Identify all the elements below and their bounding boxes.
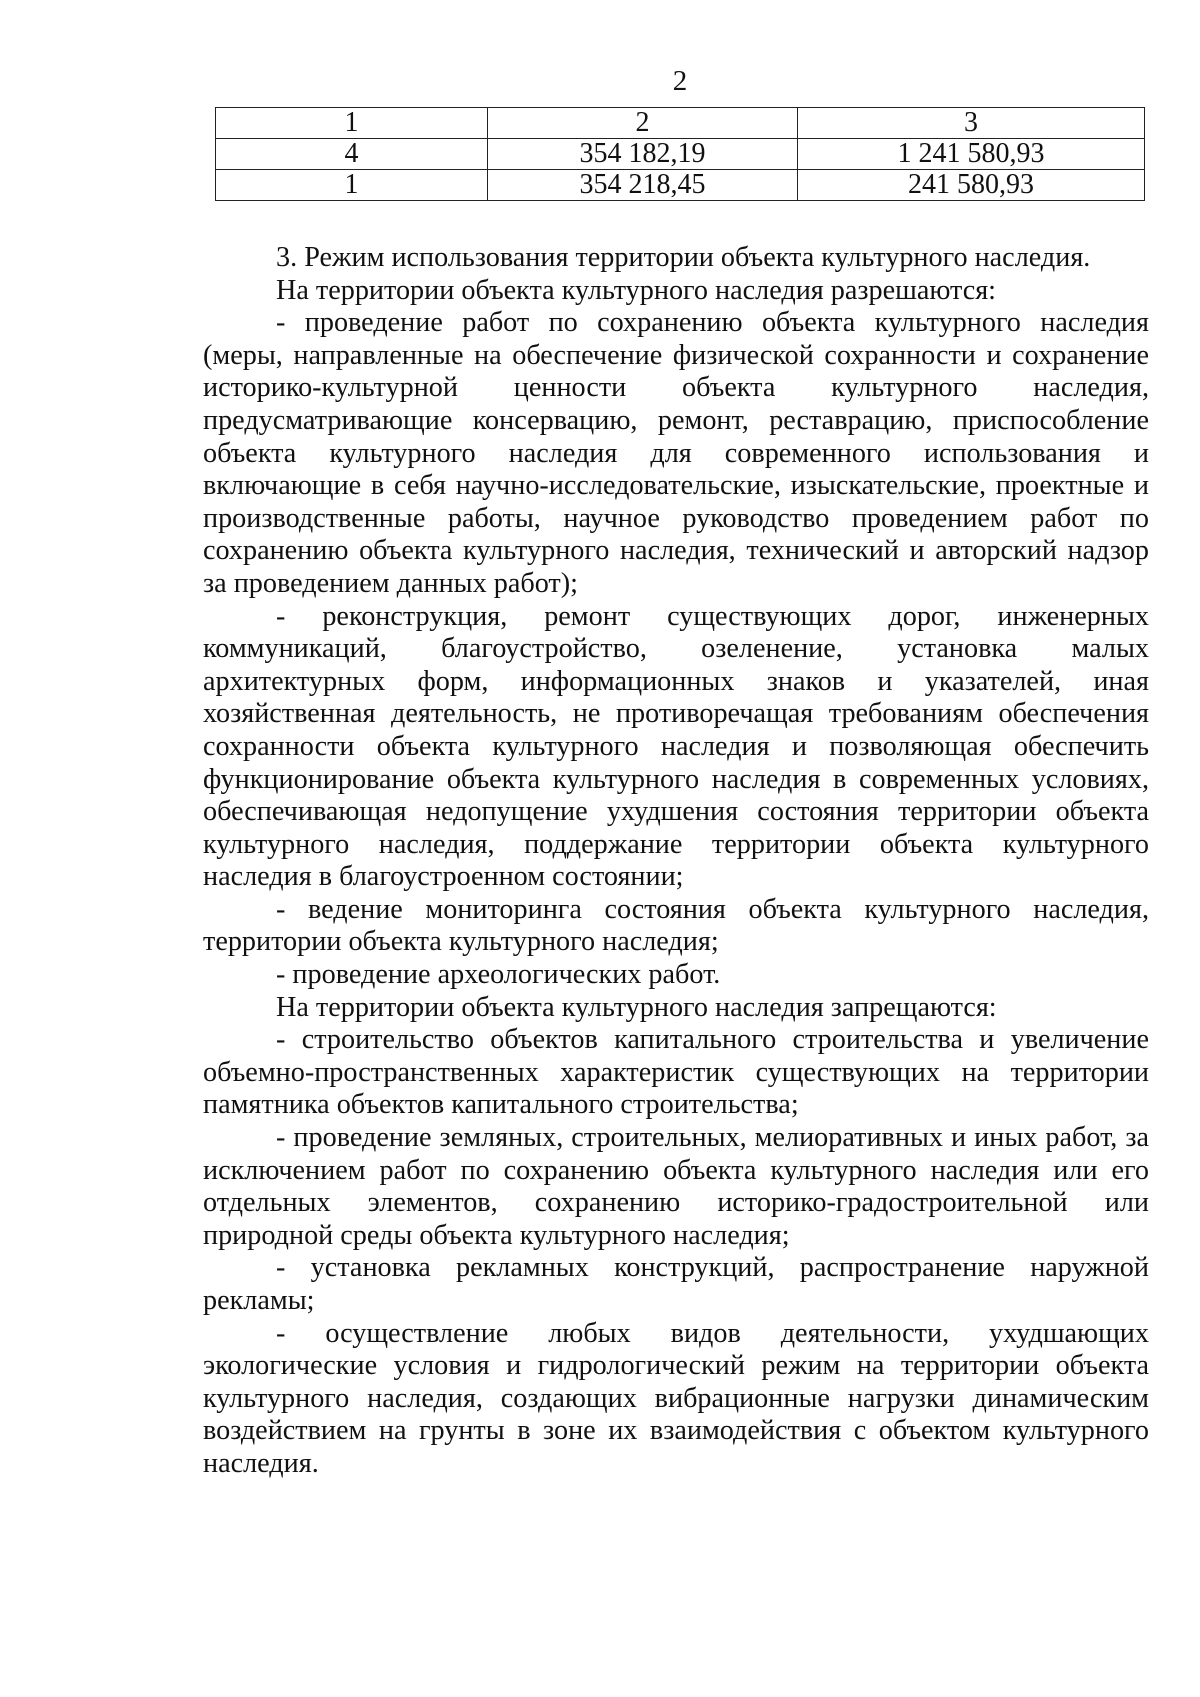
page-number: 2 bbox=[672, 65, 688, 97]
list-item: - проведение археологических работ. bbox=[276, 959, 721, 991]
list-item: - проведение земляных, строительных, мелиоративных и иных работ, за исключением работ по сохранению объекта культурного наследия или его отдельных элементов, сохранению историко-градостроительной или природной среды объекта культурного наследия; bbox=[203, 1122, 1149, 1251]
list-item: - строительство объектов капитального строительства и увеличение объемно-пространственных характеристик существующих на территории памятника объектов капитального строительства; bbox=[203, 1024, 1149, 1121]
allowed-intro: На территории объекта культурного наследия разрешаются: bbox=[276, 274, 997, 306]
table-cell: 4 bbox=[216, 139, 488, 170]
list-item: - проведение работ по сохранению объекта культурного наследия (меры, направленные на обеспечение физической сохранности и сохранение историко-культурной ценности объекта культурного наследия, предусматривающие консервацию, ремонт, реставрацию, приспособление объекта культурного наследия для современного использования и включающие в себя научно-исследовательские, изыскательские, проектные и производственные работы, научное руководство проведением работ по сохранению объекта культурного наследия, технический и авторский надзор за проведением данных работ); bbox=[203, 307, 1149, 599]
coordinates-table bbox=[215, 107, 1145, 201]
table-cell: 1 bbox=[216, 108, 488, 139]
table-header-row bbox=[216, 108, 1145, 139]
table-cell: 241 580,93 bbox=[798, 170, 1145, 201]
prohibited-intro: На территории объекта культурного наследия запрещаются: bbox=[276, 991, 997, 1023]
table-row bbox=[216, 139, 1145, 170]
document-body bbox=[203, 242, 1149, 1481]
section-heading: 3. Режим использования территории объекта культурного наследия. bbox=[276, 242, 1091, 273]
table-cell: 354 182,19 bbox=[488, 139, 798, 170]
list-item: - осуществление любых видов деятельности, ухудшающих экологические условия и гидрологический режим на территории объекта культурного наследия, создающих вибрационные нагрузки динамическим воздействием на грунты в зоне их взаимодействия с объектом культурного наследия. bbox=[203, 1317, 1149, 1479]
table-cell: 1 241 580,93 bbox=[798, 139, 1145, 170]
table-cell: 1 bbox=[216, 170, 488, 201]
table-row bbox=[216, 170, 1145, 201]
table-cell: 3 bbox=[798, 108, 1145, 139]
table-cell: 354 218,45 bbox=[488, 170, 798, 201]
list-item: - реконструкция, ремонт существующих дорог, инженерных коммуникаций, благоустройство, озеленение, установка малых архитектурных форм, информационных знаков и указателей, иная хозяйственная деятельность, не противоречащая требованиям обеспечения сохранности объекта культурного наследия и позволяющая обеспечить функционирование объекта культурного наследия в современных условиях, обеспечивающая недопущение ухудшения состояния территории объекта культурного наследия, поддержание территории объекта культурного наследия в благоустроенном состоянии; bbox=[203, 600, 1149, 893]
list-item: - ведение мониторинга состояния объекта культурного наследия, территории объекта культурного наследия; bbox=[203, 893, 1149, 958]
table-cell: 2 bbox=[488, 108, 798, 139]
list-item: - установка рекламных конструкций, распространение наружной рекламы; bbox=[203, 1252, 1149, 1316]
